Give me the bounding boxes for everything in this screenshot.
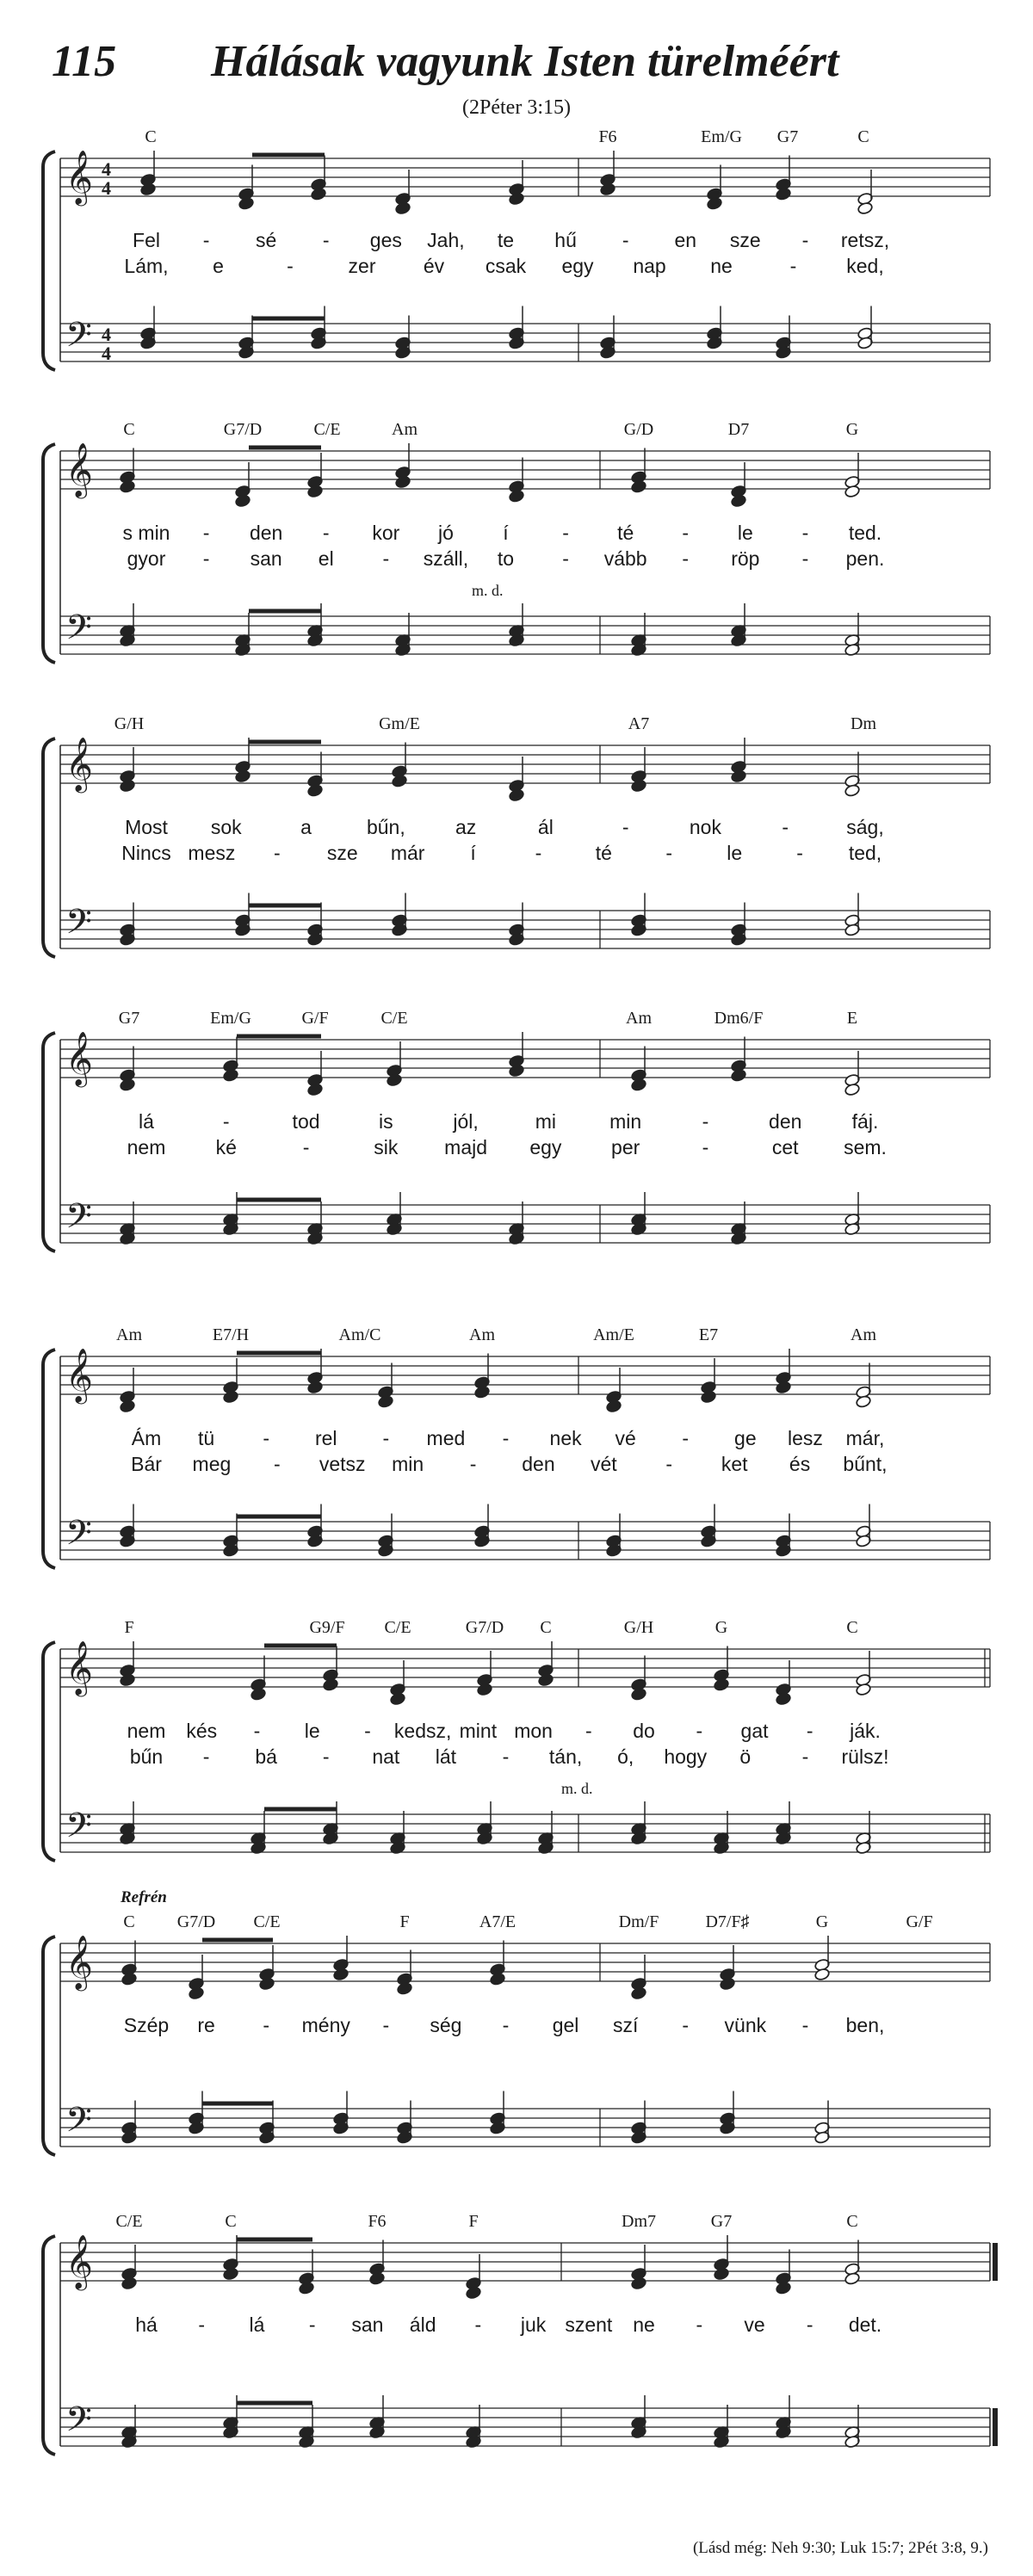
svg-text:4: 4	[102, 343, 111, 364]
chord-symbol: G7/D	[176, 1912, 216, 1931]
chord-symbol: G7	[118, 1009, 140, 1028]
lyric-verse-1: ják.	[850, 1720, 881, 1742]
music-system	[0, 1888, 1033, 2196]
lyric-verse-1: is	[379, 1110, 393, 1133]
lyric-verse-2: egy	[561, 255, 594, 277]
chord-symbol: G7/D	[223, 420, 263, 439]
lyric-verse-1: -	[702, 1110, 709, 1133]
chord-symbol: Em/G	[701, 127, 742, 146]
hymn-title: Hálásak vagyunk Isten türelméért	[211, 37, 839, 86]
lyric-verse-1: í	[503, 522, 509, 544]
chord-symbol: Am	[851, 1325, 876, 1344]
lyric-verse-1: le	[304, 1720, 320, 1742]
lyric-verse-2: tán,	[548, 1745, 583, 1768]
lyric-verse-1: -	[308, 2313, 316, 2336]
chord-symbol: F6	[368, 2212, 387, 2231]
lyric-verse-1: nek	[549, 1427, 582, 1449]
lyric-verse-2: -	[796, 842, 803, 864]
lyric-verse-1: retsz,	[840, 229, 890, 251]
lyric-verse-1: -	[806, 2313, 813, 2336]
lyric-verse-2: per	[611, 1136, 640, 1158]
lyric-verse-1: lá	[249, 2313, 265, 2336]
lyric-verse-1: szí	[612, 2014, 639, 2036]
lyric-verse-1: kedsz,	[393, 1720, 452, 1742]
lyric-verse-2: egy	[529, 1136, 562, 1158]
lyric-verse-2: ó,	[617, 1745, 634, 1768]
lyric-verse-1: -	[801, 229, 809, 251]
lyric-verse-2: -	[322, 1745, 330, 1768]
lyric-verse-2: nem	[127, 1136, 166, 1158]
lyric-verse-1: mint	[459, 1720, 498, 1742]
chord-symbol: Dm	[851, 714, 876, 733]
lyric-verse-1: kés	[186, 1720, 218, 1742]
chord-symbol: G	[815, 1912, 829, 1931]
chord-symbol: G	[845, 420, 859, 439]
svg-text:𝄢: 𝄢	[65, 1196, 92, 1245]
chord-symbol: C	[225, 2212, 237, 2231]
lyric-verse-1: den	[769, 1110, 802, 1133]
chord-symbol: G7	[710, 2212, 733, 2231]
lyric-verse-1: mon	[514, 1720, 553, 1742]
svg-text:4: 4	[102, 177, 111, 199]
lyric-verse-2: -	[801, 547, 809, 570]
lyric-verse-1: tü	[197, 1427, 215, 1449]
lyric-verse-2: -	[273, 842, 281, 864]
lyric-verse-2: hogy	[664, 1745, 708, 1768]
lyric-verse-1: -	[562, 522, 569, 544]
lyric-verse-2: nat	[372, 1745, 400, 1768]
lyric-verse-2: röp	[731, 547, 760, 570]
music-system	[0, 1325, 1033, 1609]
lyric-verse-2: nap	[633, 255, 666, 277]
chord-symbol: A7/E	[479, 1912, 516, 1931]
lyric-verse-1: -	[382, 1427, 390, 1449]
chord-symbol: Am/C	[338, 1325, 381, 1344]
chord-symbol: A7	[628, 714, 650, 733]
music-system	[0, 127, 1033, 411]
lyric-verse-1: -	[222, 1110, 230, 1133]
lyric-verse-1: ges	[369, 229, 402, 251]
lyric-verse-2: bűn	[129, 1745, 164, 1768]
lyric-verse-1: min	[609, 1110, 642, 1133]
chord-symbol: Am	[392, 420, 418, 439]
chord-symbol: Dm6/F	[714, 1009, 764, 1028]
lyric-verse-1: mény	[301, 2014, 350, 2036]
lyric-verse-2: -	[273, 1453, 281, 1475]
lyric-verse-1: té	[617, 522, 634, 544]
lyric-verse-1: gat	[740, 1720, 769, 1742]
lyric-verse-2: ké	[215, 1136, 237, 1158]
lyric-verse-1: tod	[292, 1110, 320, 1133]
chord-symbol: E7/H	[212, 1325, 250, 1344]
lyric-verse-1: -	[364, 1720, 371, 1742]
svg-text:𝄞: 𝄞	[65, 737, 93, 791]
chord-symbol: F	[124, 1618, 134, 1637]
lyric-verse-1: az	[455, 816, 477, 838]
grand-staff	[0, 1912, 1033, 2196]
lyric-verse-1: vünk	[724, 2014, 767, 2036]
lyric-verse-2: min	[392, 1453, 424, 1475]
lyric-verse-1: re	[197, 2014, 215, 2036]
lyric-verse-1: -	[696, 2313, 703, 2336]
lyric-verse-1: s min	[122, 522, 170, 544]
lyric-verse-1: a	[300, 816, 312, 838]
lyric-verse-1: -	[202, 229, 210, 251]
lyric-verse-2: í	[470, 842, 476, 864]
scripture-reference: (2Péter 3:15)	[462, 96, 571, 119]
lyric-verse-2: és	[789, 1453, 811, 1475]
lyric-verse-1: szent	[565, 2313, 613, 2336]
lyric-verse-2: gyor	[127, 547, 166, 570]
lyric-verse-2: e	[213, 255, 224, 277]
lyric-verse-1: -	[502, 2014, 510, 2036]
lyric-verse-2: bá	[255, 1745, 277, 1768]
chord-symbol: G/F	[906, 1912, 933, 1931]
refrain-label: Refrén	[121, 1888, 167, 1906]
lyric-verse-1: ge	[734, 1427, 757, 1449]
lyric-verse-1: det.	[848, 2313, 882, 2336]
chord-symbol: Am	[469, 1325, 495, 1344]
music-system	[0, 1618, 1033, 1902]
lyric-verse-1: ság,	[846, 816, 884, 838]
chord-symbol: C	[145, 127, 157, 146]
svg-text:𝄢: 𝄢	[65, 2400, 92, 2448]
lyric-verse-2: sem.	[844, 1136, 887, 1158]
lyric-verse-1: -	[253, 1720, 261, 1742]
music-system	[0, 1009, 1033, 1293]
lyric-verse-1: vé	[615, 1427, 636, 1449]
lyric-verse-1: áld	[409, 2313, 436, 2336]
music-system	[0, 714, 1033, 998]
lyric-verse-2: ne	[710, 255, 733, 277]
lyric-verse-2: pen.	[845, 547, 885, 570]
svg-text:4: 4	[102, 158, 111, 180]
lyric-verse-1: -	[622, 229, 629, 251]
svg-text:𝄢: 𝄢	[65, 608, 92, 656]
mano-destra-marking: m. d.	[561, 1780, 593, 1797]
chord-symbol: Em/G	[210, 1009, 251, 1028]
lyric-verse-1: -	[322, 522, 330, 544]
lyric-verse-2: -	[202, 1745, 210, 1768]
lyric-verse-1: mi	[535, 1110, 557, 1133]
chord-symbol: C	[540, 1618, 552, 1637]
lyric-verse-1: lesz	[787, 1427, 823, 1449]
lyric-verse-2: rülsz!	[841, 1745, 889, 1768]
lyric-verse-2: mesz	[188, 842, 236, 864]
lyric-verse-1: -	[198, 2313, 206, 2336]
svg-text:𝄞: 𝄞	[65, 1640, 93, 1695]
lyric-verse-2: vetsz	[319, 1453, 366, 1475]
chord-symbol: F	[399, 1912, 410, 1931]
lyric-verse-2: -	[801, 1745, 809, 1768]
lyric-verse-1: den	[249, 522, 283, 544]
chord-symbol: F6	[598, 127, 617, 146]
mano-destra-marking: m. d.	[472, 582, 504, 599]
svg-text:4: 4	[102, 324, 111, 345]
chord-symbol: Am	[116, 1325, 142, 1344]
chord-symbol: Am/E	[593, 1325, 634, 1344]
chord-symbol: F	[468, 2212, 479, 2231]
lyric-verse-1: lá	[139, 1110, 154, 1133]
chord-symbol: C/E	[384, 1618, 411, 1637]
svg-text:𝄢: 𝄢	[65, 315, 92, 363]
lyric-verse-1: sé	[256, 229, 277, 251]
lyric-verse-1: jól,	[453, 1110, 479, 1133]
lyric-verse-1: -	[263, 1427, 269, 1449]
lyric-verse-1: -	[202, 522, 210, 544]
lyric-verse-2: -	[302, 1136, 310, 1158]
see-also-footer: (Lásd még: Neh 9:30; Luk 15:7; 2Pét 3:8, 9.)	[692, 2539, 988, 2557]
lyric-verse-1: le	[737, 522, 753, 544]
lyric-verse-2: ked,	[846, 255, 884, 277]
lyric-verse-1: jó	[437, 522, 454, 544]
lyric-verse-2: száll,	[423, 547, 469, 570]
lyric-verse-2: -	[702, 1136, 709, 1158]
lyric-verse-2: -	[382, 547, 390, 570]
lyric-verse-1: gel	[552, 2014, 579, 2036]
lyric-verse-1: Szép	[123, 2014, 170, 2036]
lyric-verse-2: bűnt,	[843, 1453, 888, 1475]
lyric-verse-1: -	[682, 2014, 690, 2036]
lyric-verse-1: kor	[372, 522, 400, 544]
lyric-verse-1: -	[622, 816, 629, 838]
lyric-verse-1: sze	[729, 229, 761, 251]
lyric-verse-1: ség	[430, 2014, 462, 2036]
lyric-verse-2: lát	[435, 1745, 457, 1768]
svg-text:𝄞: 𝄞	[65, 1935, 93, 1989]
lyric-verse-2: sik	[374, 1136, 399, 1158]
svg-text:𝄢: 𝄢	[65, 1806, 92, 1854]
hymn-number: 115	[52, 37, 117, 86]
lyric-verse-2: -	[665, 842, 673, 864]
lyric-verse-2: -	[287, 255, 294, 277]
lyric-verse-1: -	[801, 522, 809, 544]
lyric-verse-2: Nincs	[121, 842, 171, 864]
lyric-verse-1: -	[682, 522, 690, 544]
lyric-verse-1: med	[426, 1427, 466, 1449]
lyric-verse-1: Most	[125, 816, 168, 838]
music-system	[0, 2212, 1033, 2496]
lyric-verse-1: ál	[537, 816, 554, 838]
lyric-verse-2: ö	[739, 1745, 752, 1768]
lyric-verse-1: -	[585, 1720, 592, 1742]
lyric-verse-2: meg	[192, 1453, 232, 1475]
lyric-verse-1: -	[696, 1720, 703, 1742]
lyric-verse-1: ted.	[848, 522, 882, 544]
svg-text:𝄢: 𝄢	[65, 1513, 92, 1561]
lyric-verse-2: el	[318, 547, 334, 570]
lyric-verse-2: san	[250, 547, 282, 570]
lyric-verse-1: Fel	[133, 229, 160, 251]
chord-symbol: C/E	[380, 1009, 408, 1028]
svg-text:𝄞: 𝄞	[65, 2234, 93, 2289]
lyric-verse-1: ne	[633, 2313, 655, 2336]
lyric-verse-2: már	[390, 842, 425, 864]
lyric-verse-1: do	[633, 1720, 655, 1742]
lyric-verse-1: már,	[845, 1427, 885, 1449]
chord-symbol: C	[846, 2212, 858, 2231]
lyric-verse-2: -	[202, 547, 210, 570]
lyric-verse-1: -	[801, 2014, 809, 2036]
chord-symbol: G	[714, 1618, 728, 1637]
lyric-verse-1: -	[806, 1720, 813, 1742]
lyric-verse-2: Bár	[131, 1453, 162, 1475]
lyric-verse-1: nem	[127, 1720, 166, 1742]
lyric-verse-2: Lám,	[124, 255, 169, 277]
chord-symbol: Gm/E	[379, 714, 420, 733]
lyric-verse-1: en	[674, 229, 697, 251]
svg-text:𝄢: 𝄢	[65, 902, 92, 950]
lyric-verse-1: -	[474, 2313, 482, 2336]
chord-symbol: C	[123, 420, 135, 439]
lyric-verse-1: bűn,	[366, 816, 405, 838]
music-system	[0, 420, 1033, 704]
lyric-verse-1: -	[502, 1427, 510, 1449]
lyric-verse-1: -	[782, 816, 789, 838]
lyric-verse-2: té	[595, 842, 612, 864]
chord-symbol: C	[857, 127, 869, 146]
lyric-verse-2: zer	[348, 255, 376, 277]
lyric-verse-1: -	[682, 1427, 690, 1449]
chord-symbol: G/H	[114, 714, 145, 733]
chord-symbol: G7	[776, 127, 799, 146]
lyric-verse-2: -	[665, 1453, 673, 1475]
chord-symbol: E7	[698, 1325, 719, 1344]
lyric-verse-1: sok	[210, 816, 242, 838]
chord-symbol: C	[123, 1912, 135, 1931]
chord-symbol: D7/F♯	[705, 1912, 750, 1931]
chord-symbol: Dm/F	[618, 1912, 659, 1931]
lyric-verse-2: csak	[485, 255, 527, 277]
chord-symbol: G9/F	[309, 1618, 345, 1637]
lyric-verse-2: -	[562, 547, 569, 570]
lyric-verse-1: juk	[520, 2313, 547, 2336]
lyric-verse-1: Jah,	[427, 229, 465, 251]
chord-symbol: D7	[727, 420, 750, 439]
lyric-verse-2: -	[502, 1745, 510, 1768]
chord-symbol: Am	[626, 1009, 652, 1028]
lyric-verse-1: ben,	[845, 2014, 885, 2036]
lyric-verse-2: den	[522, 1453, 555, 1475]
chord-symbol: C/E	[253, 1912, 281, 1931]
svg-text:𝄢: 𝄢	[65, 2100, 92, 2148]
svg-text:𝄞: 𝄞	[65, 442, 93, 497]
lyric-verse-2: majd	[444, 1136, 488, 1158]
lyric-verse-2: cet	[771, 1136, 799, 1158]
chord-symbol: C/E	[313, 420, 341, 439]
lyric-verse-1: -	[322, 229, 330, 251]
lyric-verse-2: sze	[326, 842, 358, 864]
lyric-verse-1: -	[263, 2014, 269, 2036]
chord-symbol: G/H	[623, 1618, 654, 1637]
lyric-verse-2: le	[727, 842, 743, 864]
lyric-verse-2: vább	[603, 547, 647, 570]
hymn-header	[0, 0, 1033, 120]
lyric-verse-1: hű	[554, 229, 577, 251]
lyric-verse-2: vét	[591, 1453, 617, 1475]
chord-symbol: Dm7	[622, 2212, 656, 2231]
grand-staff	[0, 2212, 1033, 2496]
chord-symbol: E	[846, 1009, 858, 1028]
lyric-verse-1: rel	[314, 1427, 337, 1449]
chord-symbol: G7/D	[465, 1618, 504, 1637]
lyric-verse-2: to	[497, 547, 515, 570]
svg-text:𝄞: 𝄞	[65, 1031, 93, 1085]
lyric-verse-2: -	[535, 842, 542, 864]
svg-text:𝄞: 𝄞	[65, 150, 93, 204]
lyric-verse-2: év	[423, 255, 445, 277]
lyric-verse-1: -	[382, 2014, 390, 2036]
lyric-verse-1: ve	[744, 2313, 765, 2336]
lyric-verse-1: te	[497, 229, 515, 251]
lyric-verse-2: ted,	[848, 842, 882, 864]
lyric-verse-1: há	[135, 2313, 158, 2336]
lyric-verse-1: san	[351, 2313, 384, 2336]
lyric-verse-1: nok	[689, 816, 721, 838]
chord-symbol: G/F	[301, 1009, 329, 1028]
chord-symbol: C	[846, 1618, 858, 1637]
lyric-verse-2: -	[469, 1453, 477, 1475]
lyric-verse-2: -	[682, 547, 690, 570]
lyric-verse-2: -	[789, 255, 797, 277]
chord-symbol: C/E	[115, 2212, 143, 2231]
lyric-verse-2: ket	[721, 1453, 748, 1475]
lyric-verse-1: fáj.	[851, 1110, 879, 1133]
lyric-verse-1: Ám	[131, 1427, 162, 1449]
chord-symbol: G/D	[623, 420, 654, 439]
svg-text:𝄞: 𝄞	[65, 1348, 93, 1402]
